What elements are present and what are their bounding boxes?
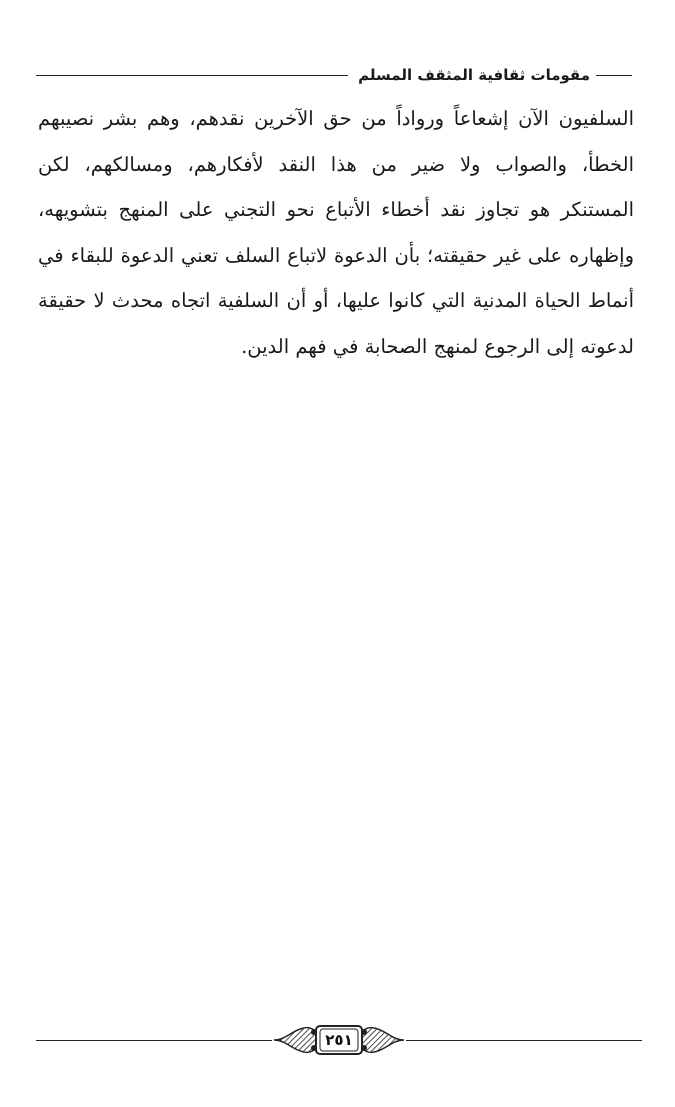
footer-rule-right xyxy=(406,1040,642,1041)
page-footer xyxy=(36,1020,642,1060)
body-paragraph: السلفيون الآن إشعاعاً ورواداً من حق الآخرين نقدهم، وهم بشر نصيبهم الخطأ، والصواب ولا ضير من هذا النقد لأفكارهم، ومسالكهم، لكن المستنكر هو تجاوز نقد أخطاء الأتباع نحو التجني على المنهج بتشويهه، وإظهاره على غير حقيقته؛ بأن الدعوة لاتباع السلف تعني الدعوة للبقاء في أنماط الحياة المدنية التي كانوا عليها، أو أن السلفية اتجاه محدث لا حقيقة لدعوته إلى الرجوع لمنهج الصحابة في فهم الدين. xyxy=(38,107,634,358)
page-number: ٢٥١ xyxy=(325,1031,353,1049)
running-header xyxy=(36,60,632,90)
running-header-title: مقومات ثقافية المثقف المسلم xyxy=(358,66,590,84)
header-dash xyxy=(596,75,632,76)
footer-rule-left xyxy=(36,1040,272,1041)
header-rule xyxy=(36,75,348,76)
